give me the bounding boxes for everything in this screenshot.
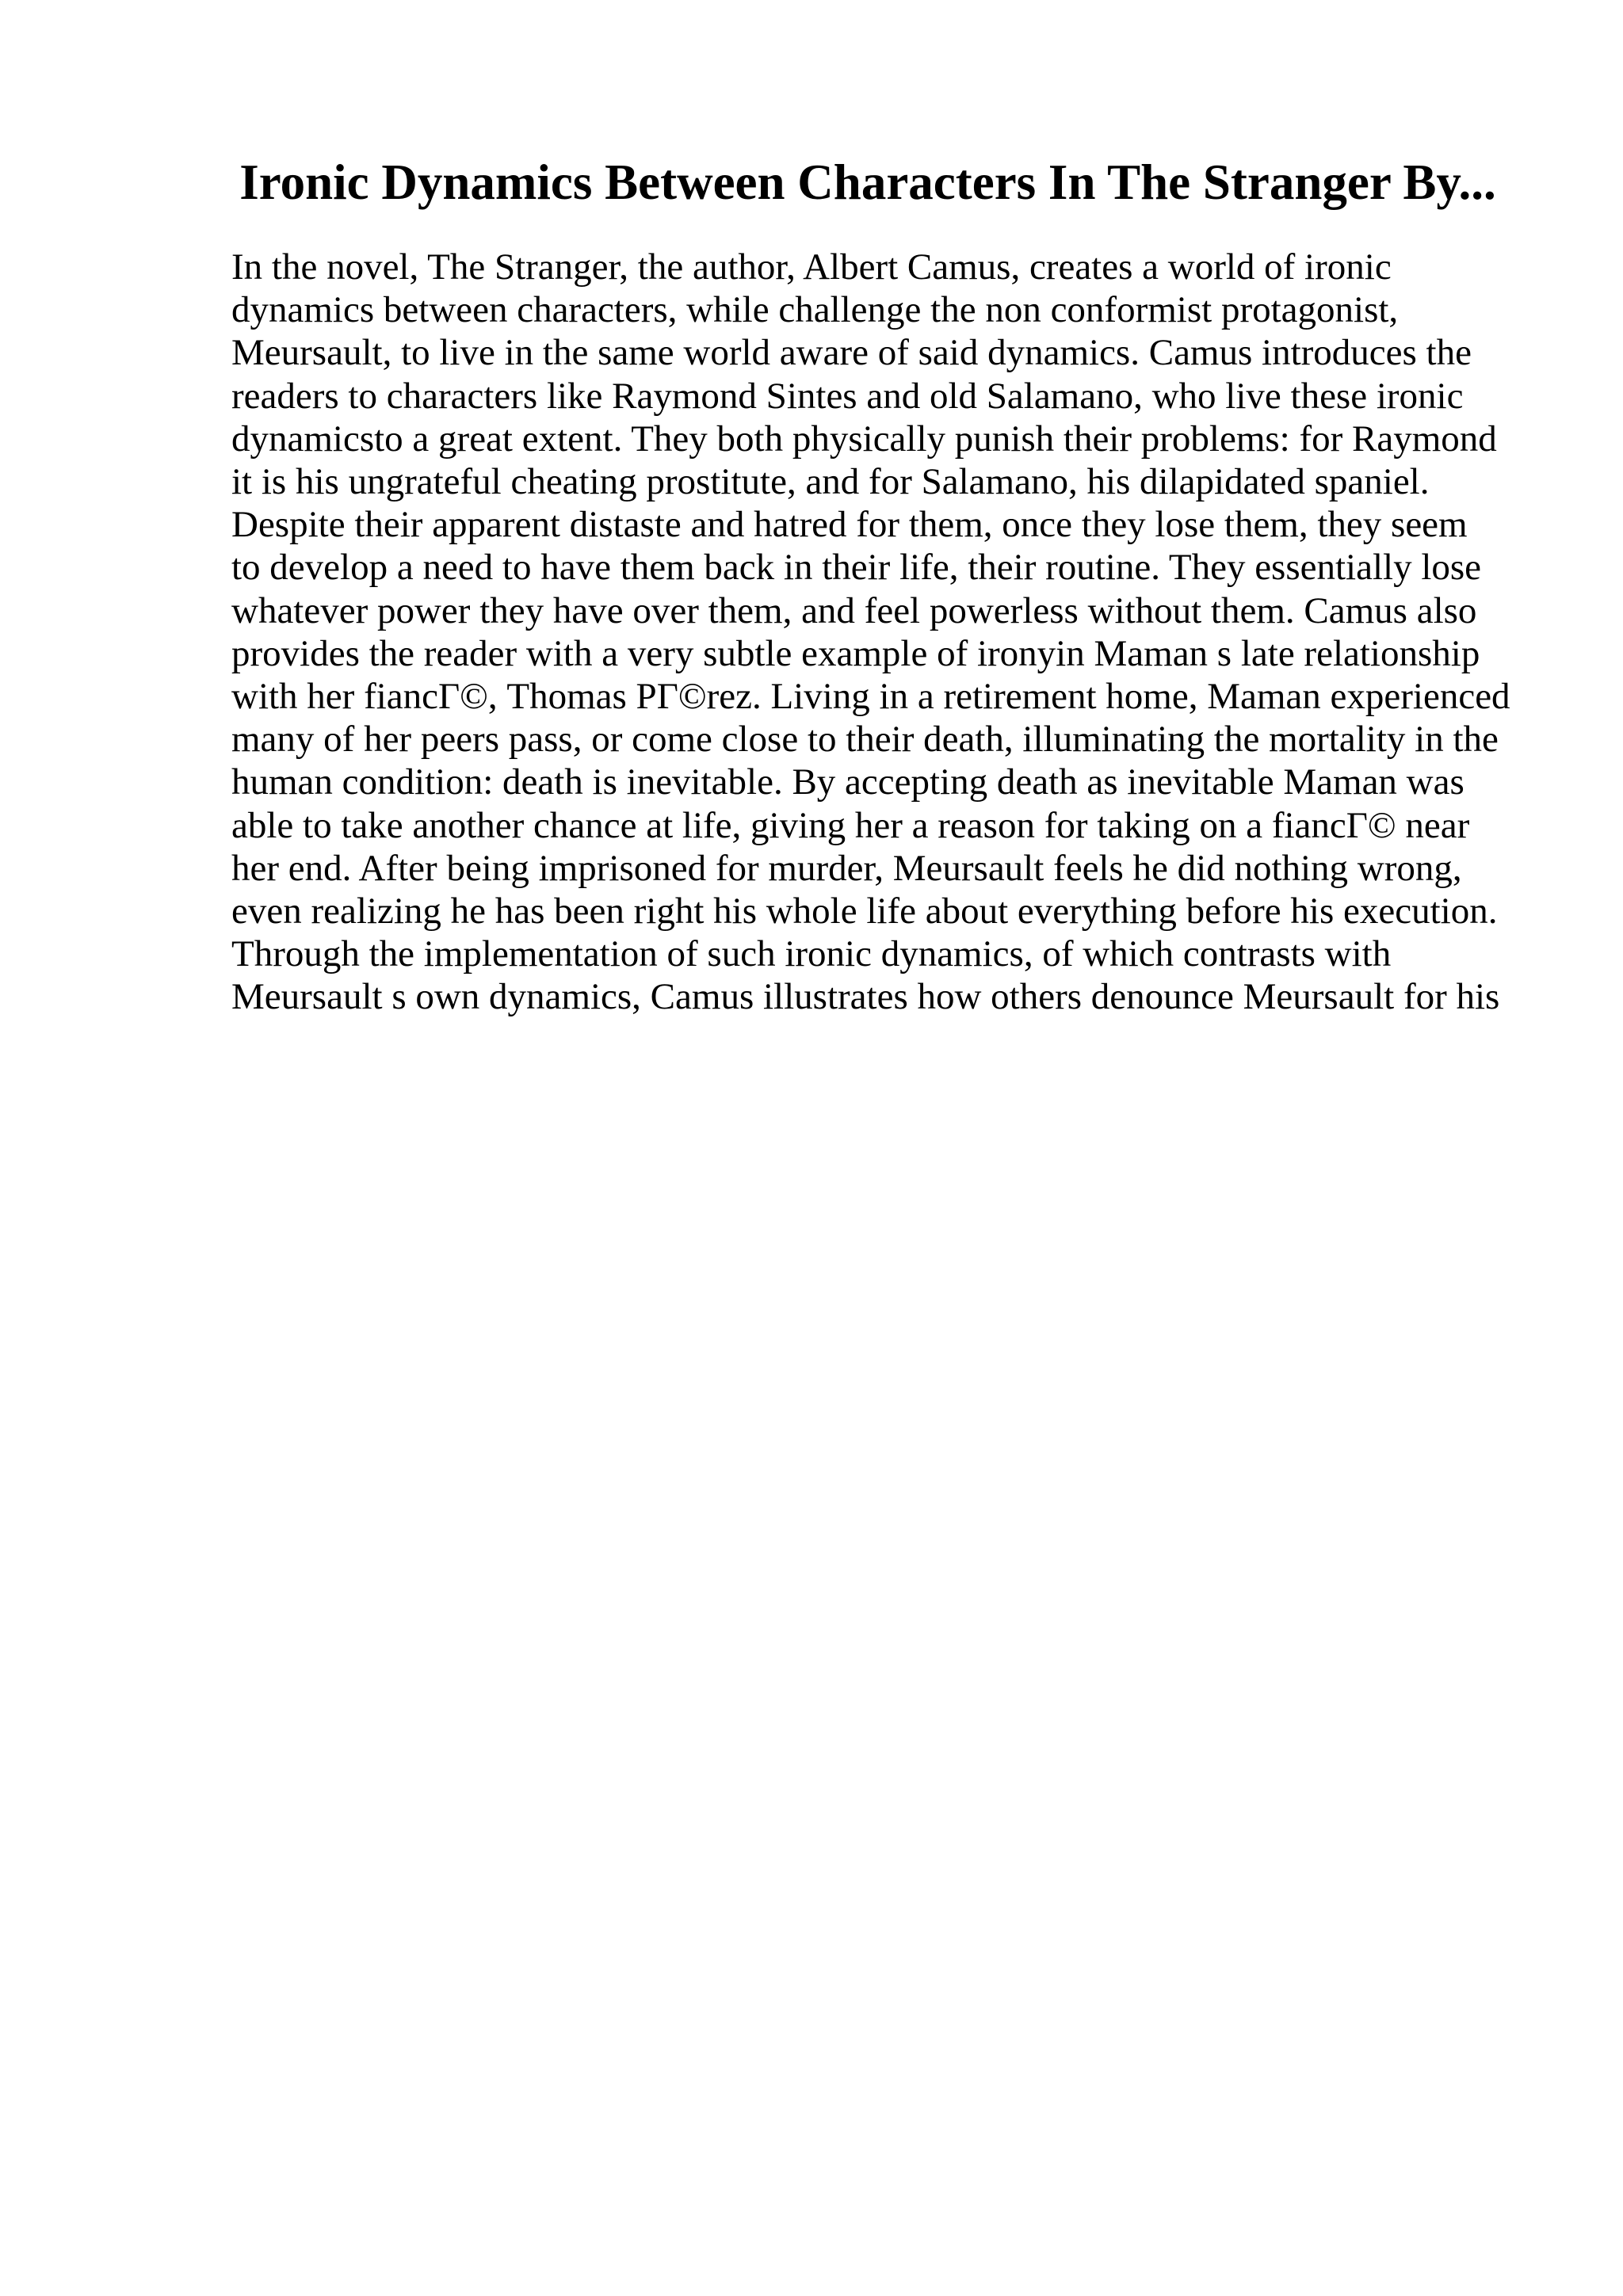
body-line: whatever power they have over them, and feel powerless without them. Camus also	[231, 589, 1477, 631]
body-line: her end. After being imprisoned for murder, Meursault feels he did nothing wrong,	[231, 847, 1462, 889]
body-line: human condition: death is inevitable. By accepting death as inevitable Maman was	[231, 761, 1465, 803]
body-line: it is his ungrateful cheating prostitute, and for Salamano, his dilapidated spaniel.	[231, 461, 1430, 503]
body-line: Meursault s own dynamics, Camus illustrates how others denounce Meursault for his	[231, 976, 1500, 1018]
body-line: to develop a need to have them back in their life, their routine. They essentially lose	[231, 547, 1482, 589]
body-line: even realizing he has been right his whole life about everything before his execution.	[231, 891, 1498, 933]
body-line: dynamicsto a great extent. They both physically punish their problems: for Raymond	[231, 418, 1497, 460]
body-line: with her fiancГ©, Thomas PГ©rez. Living in a retirement home, Maman experienced	[231, 676, 1510, 718]
document-body	[231, 246, 1579, 1019]
body-line: Despite their apparent distaste and hatred for them, once they lose them, they seem	[231, 504, 1468, 546]
body-line: many of her peers pass, or come close to their death, illuminating the mortality in the	[231, 719, 1499, 761]
document-title: Ironic Dynamics Between Characters In The Stranger By...	[239, 154, 1496, 210]
body-line: provides the reader with a very subtle example of ironyin Maman s late relationship	[231, 632, 1480, 674]
body-line: In the novel, The Stranger, the author, Albert Camus, creates a world of ironic	[231, 246, 1392, 288]
body-line: readers to characters like Raymond Sintes and old Salamano, who live these ironic	[231, 375, 1464, 417]
body-line: dynamics between characters, while challenge the non conformist protagonist,	[231, 289, 1399, 331]
body-line: Meursault, to live in the same world aware of said dynamics. Camus introduces the	[231, 332, 1472, 374]
body-line: able to take another chance at life, giving her a reason for taking on a fiancГ© near	[231, 804, 1470, 846]
body-line: Through the implementation of such ironic dynamics, of which contrasts with	[231, 933, 1392, 975]
